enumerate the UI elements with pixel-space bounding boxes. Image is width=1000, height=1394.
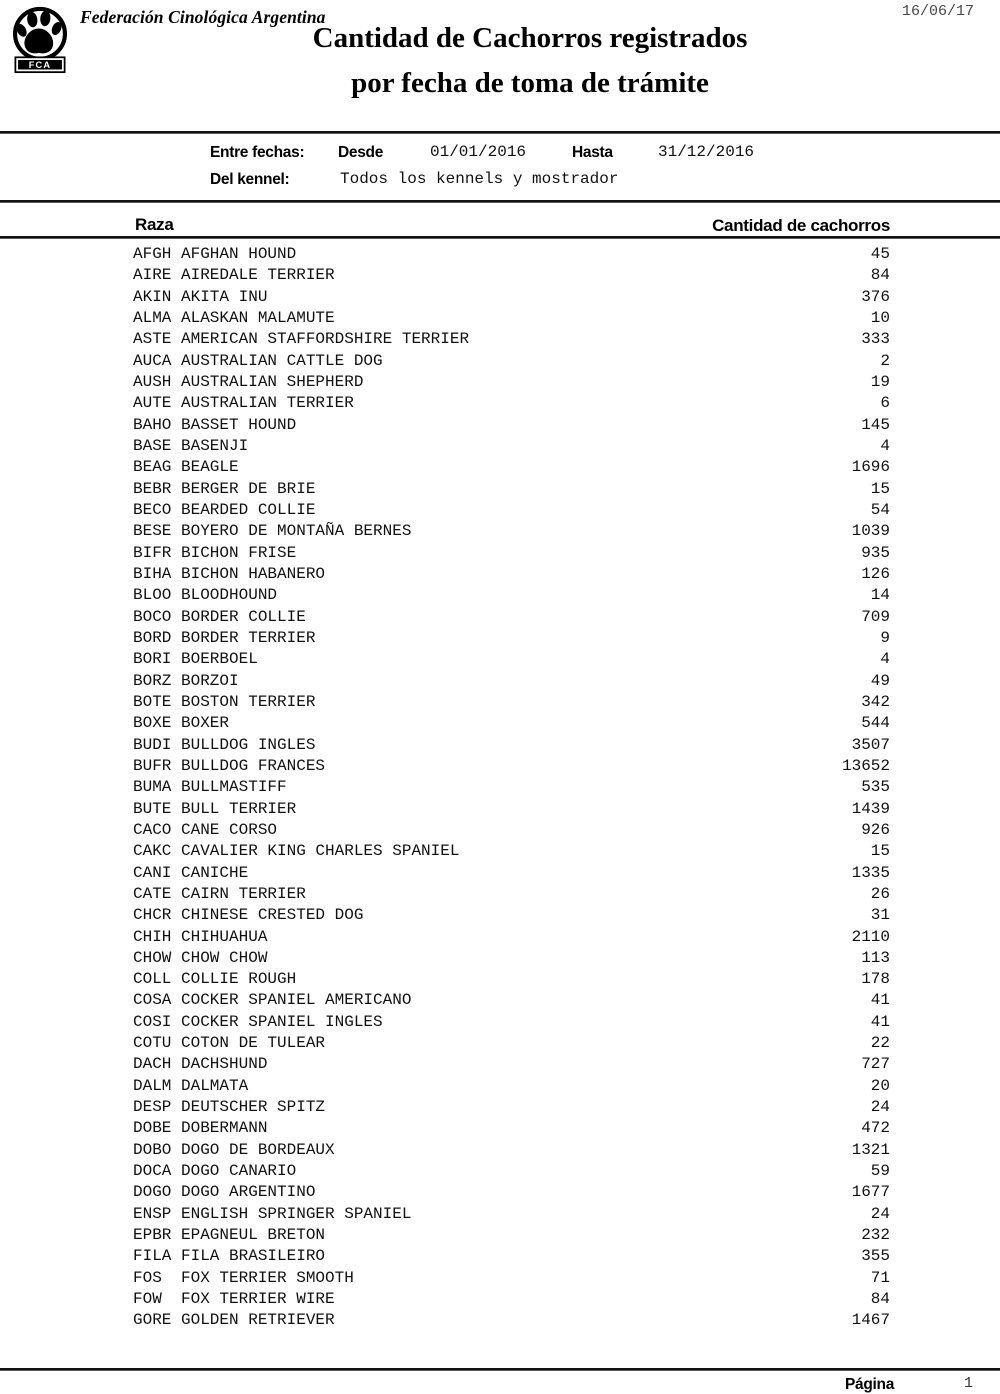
breed-code: CANI xyxy=(133,863,172,882)
page-number: 1 xyxy=(963,1375,973,1392)
table-row xyxy=(133,1204,890,1225)
kennel-label: Del kennel: xyxy=(210,171,290,188)
breed-code: AFGH xyxy=(133,245,172,263)
to-date-value: 31/12/2016 xyxy=(658,143,755,161)
table-row xyxy=(133,308,890,329)
between-dates-label: Entre fechas: xyxy=(210,144,305,161)
breed-code: FOS xyxy=(133,1268,162,1287)
breed-name: BOYERO DE MONTAÑA BERNES xyxy=(181,522,412,541)
breed-code: BOXE xyxy=(133,714,172,733)
breed-name: BORZOI xyxy=(181,671,239,690)
breed-name: AUSTRALIAN TERRIER xyxy=(181,394,354,413)
breed-name: COLLIE ROUGH xyxy=(181,970,297,989)
breed-code: CHOW xyxy=(133,948,172,967)
breed-code: DALM xyxy=(133,1076,172,1095)
breed-code: BORI xyxy=(133,650,172,669)
table-row xyxy=(133,1076,890,1097)
puppy-count: 84 xyxy=(870,1290,890,1309)
breed-name: BASENJI xyxy=(181,436,249,455)
breed-code: BEBR xyxy=(133,479,172,498)
table-row xyxy=(133,990,890,1011)
puppy-count: 9 xyxy=(880,628,890,647)
puppy-count: 1039 xyxy=(851,522,890,541)
table-row xyxy=(133,457,890,478)
breed-name: BULLMASTIFF xyxy=(181,778,287,797)
breed-code: ALMA xyxy=(133,308,172,327)
breed-code: COTU xyxy=(133,1034,172,1053)
breed-name: BOSTON TERRIER xyxy=(181,692,316,711)
puppy-count: 45 xyxy=(870,245,890,263)
table-row xyxy=(133,1140,890,1161)
puppy-count: 24 xyxy=(870,1204,890,1223)
puppy-count: 126 xyxy=(861,564,890,583)
puppy-count: 1335 xyxy=(851,863,890,882)
breed-code: DOBO xyxy=(133,1140,172,1159)
table-row xyxy=(133,393,890,414)
puppy-count: 935 xyxy=(861,543,890,562)
table-row xyxy=(133,415,890,436)
table-row xyxy=(133,884,890,905)
breed-name: AUSTRALIAN SHEPHERD xyxy=(181,372,364,391)
puppy-count: 22 xyxy=(870,1034,890,1053)
breed-name: DOBERMANN xyxy=(181,1119,268,1138)
table-row xyxy=(133,927,890,948)
footer-divider xyxy=(0,1368,1000,1371)
puppy-count: 26 xyxy=(870,884,890,903)
table-row xyxy=(133,265,890,286)
puppy-count: 178 xyxy=(861,970,890,989)
puppy-count: 6 xyxy=(880,394,890,413)
breed-code: COLL xyxy=(133,970,172,989)
table-row xyxy=(133,841,890,862)
puppy-count: 1467 xyxy=(851,1311,890,1330)
breed-code: DOGO xyxy=(133,1183,172,1202)
breed-code: AIRE xyxy=(133,266,172,285)
print-date: 16/06/17 xyxy=(901,3,974,20)
table-row xyxy=(133,1182,890,1203)
table-row xyxy=(133,671,890,692)
table-row xyxy=(133,756,890,777)
puppy-count: 113 xyxy=(861,948,890,967)
breed-name: GOLDEN RETRIEVER xyxy=(181,1311,335,1330)
breed-code: DESP xyxy=(133,1098,172,1117)
puppy-count: 4 xyxy=(880,650,890,669)
breed-code: BUTE xyxy=(133,799,172,818)
breed-code: CACO xyxy=(133,820,172,839)
table-row xyxy=(133,863,890,884)
breed-code: BIHA xyxy=(133,564,172,583)
breed-name: ALASKAN MALAMUTE xyxy=(181,308,335,327)
puppy-count: 84 xyxy=(870,266,890,285)
table-row xyxy=(133,585,890,606)
table-row xyxy=(133,713,890,734)
breed-name: AKITA INU xyxy=(181,287,268,306)
breed-code: BAHO xyxy=(133,415,172,434)
breed-name: BERGER DE BRIE xyxy=(181,479,316,498)
table-row xyxy=(133,607,890,628)
table-row xyxy=(133,692,890,713)
puppy-count: 24 xyxy=(870,1098,890,1117)
puppy-count: 472 xyxy=(861,1119,890,1138)
puppy-count: 14 xyxy=(870,586,890,605)
table-row xyxy=(133,1118,890,1139)
breed-name: CANE CORSO xyxy=(181,820,278,839)
breed-code: FOW xyxy=(133,1290,162,1309)
breed-name: BASSET HOUND xyxy=(181,415,297,434)
breed-code: CATE xyxy=(133,884,172,903)
breed-code: DACH xyxy=(133,1055,172,1074)
org-name: Federación Cinológica Argentina xyxy=(80,7,326,27)
page-label: Página xyxy=(845,1376,895,1393)
breed-code: AUCA xyxy=(133,351,172,370)
breed-name: CAIRN TERRIER xyxy=(181,884,306,903)
breed-code: BOCO xyxy=(133,607,172,626)
breed-name: CAVALIER KING CHARLES SPANIEL xyxy=(181,842,460,861)
breed-name: BOXER xyxy=(181,714,230,733)
breed-name: BICHON FRISE xyxy=(181,543,297,562)
breed-name: BORDER COLLIE xyxy=(181,607,306,626)
table-row xyxy=(133,1161,890,1182)
breed-code: DOCA xyxy=(133,1162,172,1181)
puppy-count: 145 xyxy=(861,415,890,434)
puppy-count: 54 xyxy=(870,500,890,519)
breed-code: BORD xyxy=(133,628,172,647)
breed-name: DOGO DE BORDEAUX xyxy=(181,1140,335,1159)
breed-code: DOBE xyxy=(133,1119,172,1138)
breed-name: CANICHE xyxy=(181,863,249,882)
breed-name: COTON DE TULEAR xyxy=(181,1034,326,1053)
breed-code: COSI xyxy=(133,1012,172,1031)
from-date-value: 01/01/2016 xyxy=(430,143,527,161)
puppy-count: 535 xyxy=(861,778,890,797)
breed-code: COSA xyxy=(133,991,172,1010)
table-row xyxy=(133,649,890,670)
breed-code: GORE xyxy=(133,1311,172,1330)
table-row xyxy=(133,1097,890,1118)
table-row xyxy=(133,735,890,756)
puppy-count: 10 xyxy=(870,308,890,327)
breed-name: FILA BRASILEIRO xyxy=(181,1247,326,1266)
breed-code: BUMA xyxy=(133,778,172,797)
table-row xyxy=(133,479,890,500)
report-title-line2: por fecha de toma de trámite xyxy=(351,67,709,99)
breed-name: AFGHAN HOUND xyxy=(181,245,297,263)
table-row xyxy=(133,372,890,393)
column-header-count: Cantidad de cachorros xyxy=(712,216,890,235)
breed-name: BICHON HABANERO xyxy=(181,564,326,583)
breed-name: CHINESE CRESTED DOG xyxy=(181,906,364,925)
report-title-line1: Cantidad de Cachorros registrados xyxy=(312,22,748,54)
table-row xyxy=(133,351,890,372)
table-row xyxy=(133,244,890,265)
table-row xyxy=(133,1268,890,1289)
breed-name: DOGO CANARIO xyxy=(181,1162,297,1181)
puppy-count: 2110 xyxy=(851,927,890,946)
puppy-count: 1696 xyxy=(851,458,890,477)
table-row xyxy=(133,1012,890,1033)
puppy-count: 59 xyxy=(870,1162,890,1181)
breed-name: DOGO ARGENTINO xyxy=(181,1183,316,1202)
breed-code: FILA xyxy=(133,1247,172,1266)
breed-code: BESE xyxy=(133,522,172,541)
table-row xyxy=(133,820,890,841)
breed-name: AIREDALE TERRIER xyxy=(181,266,335,285)
puppy-count: 232 xyxy=(861,1226,890,1245)
table-row xyxy=(133,287,890,308)
kennel-value: Todos los kennels y mostrador xyxy=(340,170,619,188)
breed-table xyxy=(133,244,890,1332)
column-header-breed: Raza xyxy=(135,215,174,234)
puppy-count: 376 xyxy=(861,287,890,306)
puppy-count: 4 xyxy=(880,436,890,455)
breed-name: CHIHUAHUA xyxy=(181,927,268,946)
breed-name: BULL TERRIER xyxy=(181,799,297,818)
puppy-count: 15 xyxy=(870,479,890,498)
breed-name: COCKER SPANIEL INGLES xyxy=(181,1012,383,1031)
breed-name: ENGLISH SPRINGER SPANIEL xyxy=(181,1204,412,1223)
logo-text: FCA xyxy=(28,59,52,70)
table-row xyxy=(133,948,890,969)
breed-name: DACHSHUND xyxy=(181,1055,268,1074)
puppy-count: 15 xyxy=(870,842,890,861)
report-title xyxy=(60,24,1000,98)
to-label: Hasta xyxy=(572,144,613,161)
puppy-count: 333 xyxy=(861,330,890,349)
table-row xyxy=(133,799,890,820)
breed-code: BASE xyxy=(133,436,172,455)
puppy-count: 1321 xyxy=(851,1140,890,1159)
breed-name: AUSTRALIAN CATTLE DOG xyxy=(181,351,383,370)
table-row xyxy=(133,969,890,990)
puppy-count: 1439 xyxy=(851,799,890,818)
breed-code: CHIH xyxy=(133,927,172,946)
breed-code: BEAG xyxy=(133,458,172,477)
breed-code: CHCR xyxy=(133,906,172,925)
puppy-count: 727 xyxy=(861,1055,890,1074)
table-row xyxy=(133,905,890,926)
puppy-count: 41 xyxy=(870,991,890,1010)
puppy-count: 49 xyxy=(870,671,890,690)
breed-code: BOTE xyxy=(133,692,172,711)
puppy-count: 41 xyxy=(870,1012,890,1031)
breed-name: DEUTSCHER SPITZ xyxy=(181,1098,326,1117)
header-divider xyxy=(0,131,1000,134)
breed-code: BIFR xyxy=(133,543,172,562)
puppy-count: 355 xyxy=(861,1247,890,1266)
breed-name: BOERBOEL xyxy=(181,650,258,669)
breed-name: BULLDOG INGLES xyxy=(181,735,316,754)
puppy-count: 2 xyxy=(880,351,890,370)
filters-divider xyxy=(0,200,1000,203)
puppy-count: 31 xyxy=(870,906,890,925)
puppy-count: 342 xyxy=(861,692,890,711)
table-row xyxy=(133,1310,890,1331)
breed-code: BUDI xyxy=(133,735,172,754)
breed-code: ASTE xyxy=(133,330,172,349)
breed-name: CHOW CHOW xyxy=(181,948,268,967)
table-row xyxy=(133,628,890,649)
table-row xyxy=(133,543,890,564)
table-row xyxy=(133,436,890,457)
table-row xyxy=(133,1033,890,1054)
breed-code: BECO xyxy=(133,500,172,519)
breed-name: EPAGNEUL BRETON xyxy=(181,1226,326,1245)
table-row xyxy=(133,329,890,350)
puppy-count: 544 xyxy=(861,714,890,733)
puppy-count: 926 xyxy=(861,820,890,839)
breed-name: COCKER SPANIEL AMERICANO xyxy=(181,991,412,1010)
puppy-count: 1677 xyxy=(851,1183,890,1202)
breed-name: FOX TERRIER SMOOTH xyxy=(181,1268,354,1287)
breed-code: BORZ xyxy=(133,671,172,690)
breed-name: BULLDOG FRANCES xyxy=(181,756,326,775)
breed-name: BLOODHOUND xyxy=(181,586,278,605)
breed-name: BEAGLE xyxy=(181,458,239,477)
table-header-divider xyxy=(0,236,1000,239)
table-row xyxy=(133,1054,890,1075)
puppy-count: 19 xyxy=(870,372,890,391)
puppy-count: 3507 xyxy=(851,735,890,754)
breed-code: BUFR xyxy=(133,756,172,775)
breed-name: BEARDED COLLIE xyxy=(181,500,316,519)
table-row xyxy=(133,500,890,521)
breed-code: AKIN xyxy=(133,287,172,306)
table-row xyxy=(133,521,890,542)
puppy-count: 13652 xyxy=(841,756,890,775)
table-row xyxy=(133,564,890,585)
breed-name: FOX TERRIER WIRE xyxy=(181,1290,335,1309)
breed-code: ENSP xyxy=(133,1204,172,1223)
breed-code: AUTE xyxy=(133,394,172,413)
table-row xyxy=(133,1246,890,1267)
puppy-count: 71 xyxy=(870,1268,890,1287)
breed-name: DALMATA xyxy=(181,1076,249,1095)
puppy-count: 709 xyxy=(861,607,890,626)
breed-name: BORDER TERRIER xyxy=(181,628,316,647)
puppy-count: 20 xyxy=(870,1076,890,1095)
breed-code: AUSH xyxy=(133,372,172,391)
from-label: Desde xyxy=(338,144,384,161)
table-row xyxy=(133,1225,890,1246)
table-row xyxy=(133,777,890,798)
breed-code: EPBR xyxy=(133,1226,172,1245)
breed-code: CAKC xyxy=(133,842,172,861)
breed-code: BLOO xyxy=(133,586,172,605)
table-row xyxy=(133,1289,890,1310)
breed-name: AMERICAN STAFFORDSHIRE TERRIER xyxy=(181,330,470,349)
